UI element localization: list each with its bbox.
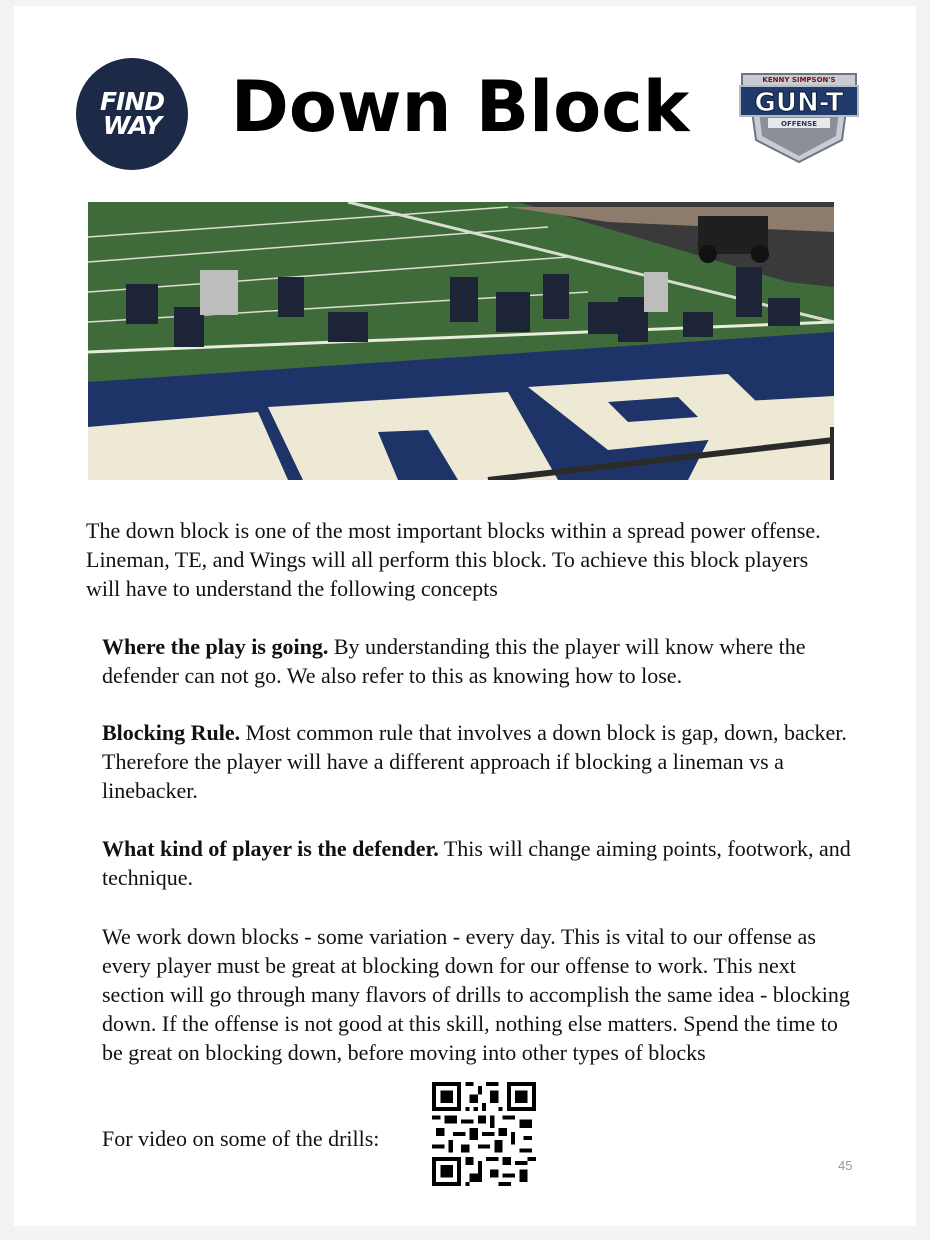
page-title: Down Block [230,66,690,148]
concept-text: By understanding this the player will know where the defender can not go. We also refer to this as knowing how to lose. [102,634,806,688]
concept-heading: Blocking Rule. [102,720,241,745]
qr-code-icon[interactable] [432,1082,536,1186]
gun-t-logo-bottom-text: OFFENSE [781,120,817,128]
football-linemen-practice-photo [88,202,834,480]
video-label: For video on some of the drills: [102,1126,380,1151]
concept-defender-type [102,834,862,892]
gun-t-offense-logo [738,66,860,164]
find-way-logo-line1: FIND [99,87,165,116]
intro-paragraph: The down block is one of the most important blocks within a spread power offense. Lineman, TE, and Wings will all perform this block. To achieve this block players will have to understand the following concepts [86,518,821,601]
closing-paragraph: We work down blocks - some variation - every day. This is vital to our offense as every player must be great at blocking down for our offense to work. This next section will go through many flavors of drills to accomplish the same idea - blocking down. If the offense is not good at this skill, nothing else matters. Spend the time to be great on blocking down, before moving into other types of blocks [102,924,850,1065]
find-way-logo [76,58,188,170]
gun-t-logo-main-text: GUN-T [754,88,844,118]
concept-where-play-going [102,632,862,690]
concept-text: Most common rule that involves a down block is gap, down, backer. Therefore the player will have a different approach if blocking a lineman vs a linebacker. [102,720,847,803]
gun-t-logo-top-text: KENNY SIMPSON'S [762,76,836,84]
concept-text: This will change aiming points, footwork, and technique. [102,836,851,890]
concept-blocking-rule [102,718,862,805]
concept-heading: What kind of player is the defender. [102,836,439,861]
concept-heading: Where the play is going. [102,634,329,659]
page-number: 45 [838,1158,853,1173]
find-way-logo-line2: WAY [102,111,162,140]
